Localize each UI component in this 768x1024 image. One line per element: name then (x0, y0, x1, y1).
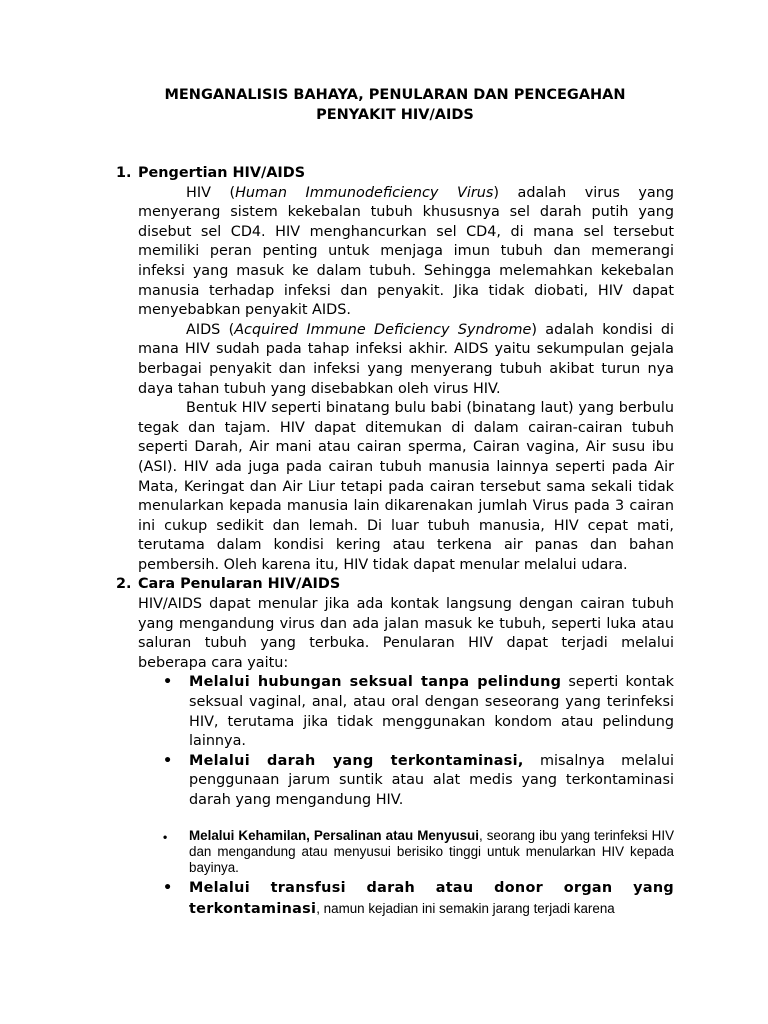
title-line-1: MENGANALISIS BAHAYA, PENULARAN DAN PENCEGAHAN (164, 87, 626, 103)
bullet-icon: • (163, 829, 168, 844)
bullet-text: misalnya melalui penggunaan jarum suntik atau alat medis yang terkontaminasi darah yang mengandung HIV. (189, 752, 674, 808)
bullet-icon: • (163, 752, 173, 769)
document-title (100, 86, 690, 125)
italic-term: Human Immunodeficiency Virus (235, 184, 494, 201)
section-number-2: 2. (116, 576, 132, 593)
list-item (163, 827, 674, 877)
bullet-bold-text: Melalui transfusi darah atau donor organ yang terkontaminasi (189, 880, 674, 917)
section-heading-2 (116, 575, 674, 595)
bullet-text: , namun kejadian ini semakin jarang terjadi karena (316, 900, 615, 916)
paragraph-hiv-definition (138, 184, 674, 321)
bullet-text: seperti kontak seksual vaginal, anal, atau oral dengan seseorang yang terinfeksi HIV, terutama jika tidak menggunakan kondom atau pelindung lainnya. (189, 674, 674, 750)
bullet-bold-text: Melalui darah yang terkontaminasi, (189, 752, 524, 769)
paragraph-transmission-intro: HIV/AIDS dapat menular jika ada kontak langsung dengan cairan tubuh yang mengandung virus dan ada jalan masuk ke tubuh, seperti luka atau saluran tubuh yang terbuka. Penularan HIV dapat terjadi melalui beberapa cara yaitu: (138, 596, 674, 671)
text-run: ) adalah virus yang menyerang sistem kekebalan tubuh khususnya sel darah putih yang disebut sel CD4. HIV menghancurkan sel CD4, di mana sel tersebut memiliki peran penting untuk menjaga imun tubuh dan memerangi infeksi yang masuk ke dalam tubuh. Sehingga melemahkan kekebalan manusia terhadap infeksi dan penyakit. Jika tidak diobati, HIV dapat menyebabkan penyakit AIDS. (138, 184, 674, 319)
section-title-2: Cara Penularan HIV/AIDS (138, 576, 341, 593)
text-run: AIDS ( (186, 321, 235, 338)
paragraph-hiv-form: Bentuk HIV seperti binatang bulu babi (binatang laut) yang berbulu tegak dan tajam. HIV dapat ditemukan di dalam cairan-cairan tubuh seperti Darah, Air mani atau cairan sperma, Cairan vagina, Air susu ibu (ASI). HIV ada juga pada cairan tubuh manusia lainnya seperti pada Air Mata, Keringat dan Air Liur tetapi pada cairan tersebut sama sekali tidak menularkan kepada manusia lain dikarenakan jumlah Virus pada 3 cairan ini cukup sedikit dan lemah. Di luar tubuh manusia, HIV cepat mati, terutama dalam kondisi kering atau terkena air panas dan bahan pembersih. Oleh karena itu, HIV tidak dapat menular melalui udara. (138, 400, 674, 573)
list-item (163, 752, 674, 811)
paragraph-aids-definition (138, 321, 674, 399)
section-heading-1 (116, 164, 674, 184)
section-number-1: 1. (116, 165, 132, 181)
bullet-icon: • (163, 674, 173, 691)
title-line-2: PENYAKIT HIV/AIDS (316, 106, 474, 123)
italic-term: Acquired Immune Deficiency Syndrome (234, 321, 532, 338)
bullet-bold-text: Melalui Kehamilan, Persalinan atau Menyusui (189, 827, 479, 843)
list-item (163, 879, 674, 919)
bullet-bold-text: Melalui hubungan seksual tanpa pelindung (189, 674, 562, 691)
bullet-icon: • (163, 880, 173, 897)
bullet-text: , seorang ibu yang terinfeksi HIV dan mengandung atau menyusui berisiko tinggi untuk menularkan HIV kepada bayinya. (189, 827, 674, 875)
text-run: HIV ( (186, 184, 236, 201)
list-item (163, 673, 674, 751)
document-body (116, 164, 675, 919)
section-title-1: Pengertian HIV/AIDS (138, 165, 306, 181)
text-run: ) adalah kondisi di mana HIV sudah pada tahap infeksi akhir. AIDS yaitu sekumpulan gejala berbagai penyakit dan infeksi yang menyerang tubuh akibat turun nya daya tahan tubuh yang disebabkan oleh virus HIV. (138, 321, 675, 397)
